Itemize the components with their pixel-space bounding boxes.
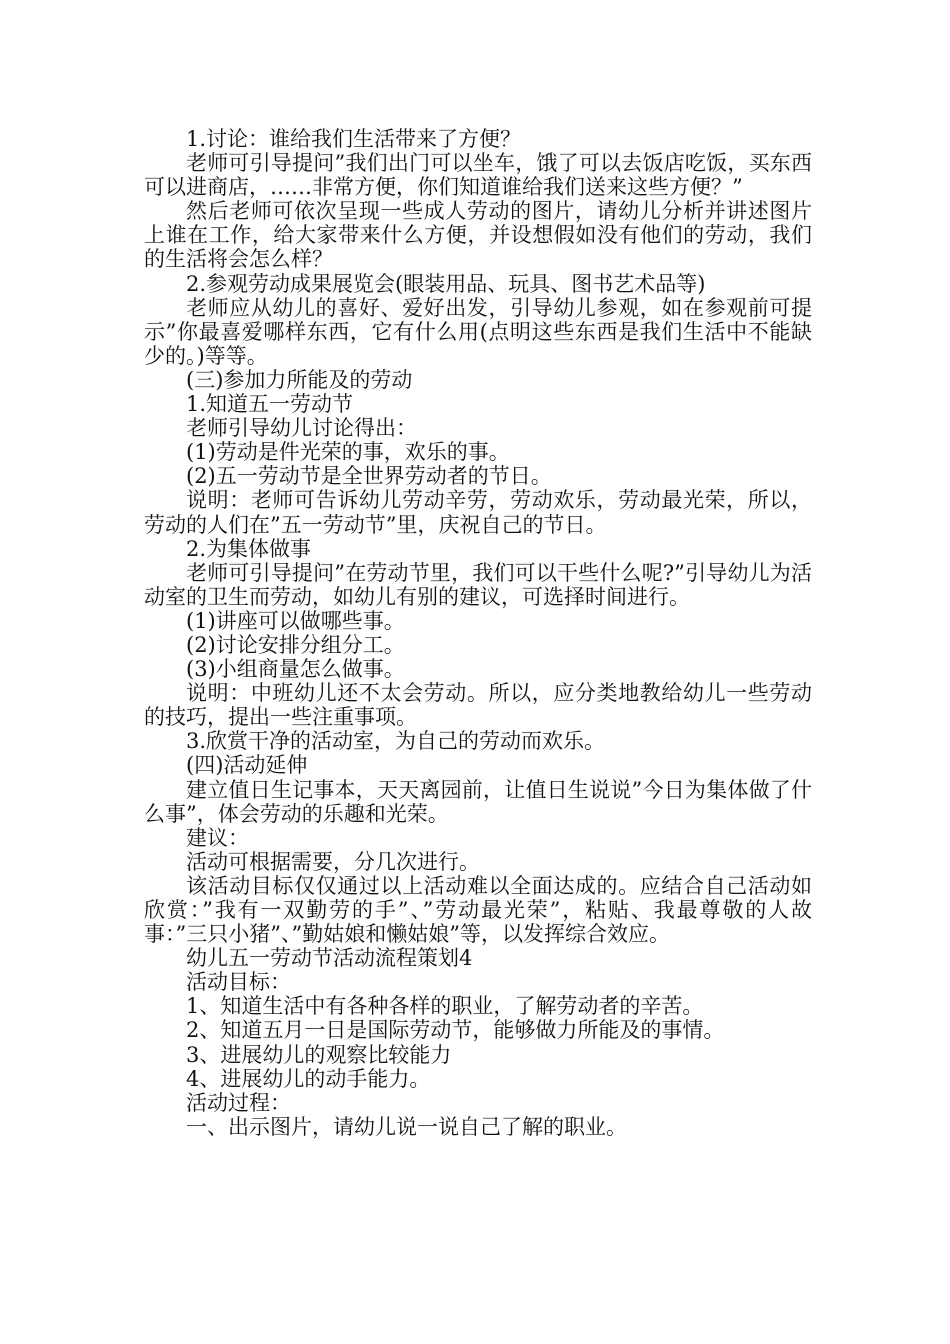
paragraph-teacher-question: 老师可引导提问”我们出门可以坐车，饿了可以去饭店吃饭，买东西可以进商店，……非常方便，你们知道谁给我们送来这些方便？” bbox=[144, 151, 812, 200]
paragraph-process-step-1: 一、出示图片，请幼儿说一说自己了解的职业。 bbox=[186, 1114, 627, 1139]
list-item-lecture: (1)讲座可以做哪些事。 bbox=[186, 608, 405, 633]
paragraph-what-to-do: 老师可引导提问”在劳动节里，我们可以干些什么呢?”引导幼儿为活动室的卫生而劳动，如幼儿有别的建议，可选择时间进行。 bbox=[144, 560, 812, 609]
list-item-goal-4: 4、进展幼儿的动手能力。 bbox=[186, 1066, 431, 1091]
list-item-goal-2: 2、知道五月一日是国际劳动节，能够做力所能及的事情。 bbox=[186, 1018, 725, 1043]
list-item-group-division: (2)讨论安排分组分工。 bbox=[186, 632, 405, 657]
paragraph-appreciate-room: 3.欣赏干净的活动室，为自己的劳动而欢乐。 bbox=[186, 729, 606, 754]
paragraph-process-label: 活动过程： bbox=[186, 1090, 291, 1115]
paragraph-combined-effect: 该活动目标仅仅通过以上活动难以全面达成的。应结合自己活动如欣赏：”我有一双勤劳的手”、”劳动最光荣”，粘贴、我最尊敬的人故事：”三只小猪”、”勤姑娘和懒姑娘”等，以发挥综合效应。 bbox=[144, 873, 812, 947]
paragraph-discussion-heading: 1.讨论：谁给我们生活带来了方便？ bbox=[186, 127, 522, 151]
paragraph-goals-label: 活动目标： bbox=[186, 970, 291, 995]
list-item-workers-holiday: (2)五一劳动节是全世界劳动者的节日。 bbox=[186, 464, 552, 489]
paragraph-suggestion-label: 建议： bbox=[186, 825, 249, 850]
paragraph-exhibition-heading: 2.参观劳动成果展览会(眼装用品、玩具、图书艺术品等) bbox=[186, 271, 706, 296]
paragraph-explanation-1: 说明：老师可告诉幼儿劳动辛劳，劳动欢乐，劳动最光荣，所以，劳动的人们在”五一劳动节”里，庆祝自己的节日。 bbox=[144, 488, 812, 537]
paragraph-know-labor-day: 1.知道五一劳动节 bbox=[186, 392, 354, 417]
list-item-goal-3: 3、进展幼儿的观察比较能力 bbox=[186, 1042, 452, 1067]
list-item-labor-glorious: (1)劳动是件光荣的事，欢乐的事。 bbox=[186, 440, 510, 465]
paragraph-suggestion-text: 活动可根据需要，分几次进行。 bbox=[186, 849, 480, 874]
paragraph-collective-work: 2.为集体做事 bbox=[186, 536, 312, 561]
list-item-group-discuss: (3)小组商量怎么做事。 bbox=[186, 657, 405, 682]
document-page bbox=[144, 127, 812, 1139]
paragraph-discussion-result: 老师引导幼儿讨论得出： bbox=[186, 416, 417, 441]
paragraph-exhibition-guide: 老师应从幼儿的喜好、爱好出发，引导幼儿参观，如在参观前可提示”你最喜爱哪样东西，它有什么用(点明这些东西是我们生活中不能缺少的。)等等。 bbox=[144, 295, 812, 368]
paragraph-explanation-2: 说明：中班幼儿还不太会劳动。所以，应分类地教给幼儿一些劳动的技巧，提出一些注重事项。 bbox=[144, 681, 812, 730]
section-heading-extension: (四)活动延伸 bbox=[186, 753, 308, 778]
paragraph-worker-pictures: 然后老师可依次呈现一些成人劳动的图片，请幼儿分析并讲述图片上谁在工作，给大家带来什么方便，并设想假如没有他们的劳动，我们的生活将会怎么样？ bbox=[144, 199, 812, 272]
section-heading-participate: (三)参加力所能及的劳动 bbox=[186, 367, 413, 392]
paragraph-duty-notebook: 建立值日生记事本，天天离园前，让值日生说说”今日为集体做了什么事”，体会劳动的乐趣和光荣。 bbox=[144, 777, 812, 826]
list-item-goal-1: 1、知道生活中有各种各样的职业，了解劳动者的辛苦。 bbox=[186, 994, 704, 1019]
section-title-plan-4: 幼儿五一劳动节活动流程策划4 bbox=[186, 946, 473, 971]
